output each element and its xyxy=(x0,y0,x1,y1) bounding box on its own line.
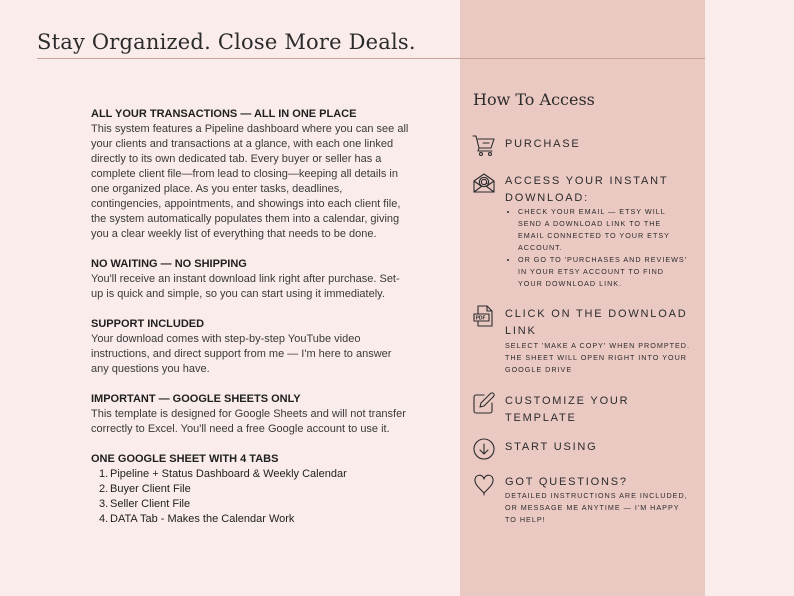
step-label: CLICK ON THE DOWNLOAD LINK xyxy=(505,308,688,337)
pdf-label: PDF xyxy=(475,315,486,322)
section-heading: NO WAITING — NO SHIPPING xyxy=(91,258,247,270)
section-body: This system features a Pipeline dashboard where you can see all your clients and transactions at a glance, with each one linked directly to its own dedicated tab. Every buyer or seller has a complete client file—from lead to closing—keeping all details in one organized place. As you enter tasks, deadlines, contingencies, appointments, and showings into each client file, the system automatically populates them into a calendar, giving you a clear weekly list of everything that needs to be done. xyxy=(91,123,409,240)
list-item: 4. DATA Tab - Makes the Calendar Work xyxy=(99,513,295,525)
list-item: 2. Buyer Client File xyxy=(99,483,191,495)
section-heading: ONE GOOGLE SHEET WITH 4 TABS xyxy=(91,453,279,465)
section-google-sheets xyxy=(91,392,411,437)
section-transactions xyxy=(91,107,411,242)
section-no-waiting xyxy=(91,257,411,302)
step-label: START USING xyxy=(505,441,598,453)
title-divider xyxy=(37,58,705,59)
list-item: • OR GO TO 'PURCHASES AND REVIEWS' IN YOUR ETSY ACCOUNT TO FIND YOUR DOWNLOAD LINK. xyxy=(518,254,690,290)
list-item: • CHECK YOUR EMAIL — ETSY WILL SEND A DOWNLOAD LINK TO THE EMAIL CONNECTED TO YOUR ETSY ACCOUNT. xyxy=(518,206,690,254)
shopping-cart-icon xyxy=(472,134,496,158)
access-title: How To Access xyxy=(473,90,595,109)
list-item: 3. Seller Client File xyxy=(99,498,191,510)
arrow-down-circle-icon xyxy=(472,437,496,461)
tabs-list xyxy=(91,467,411,527)
step-label: CUSTOMIZE YOUR TEMPLATE xyxy=(505,395,630,424)
step-label: ACCESS YOUR INSTANT DOWNLOAD: xyxy=(505,175,669,204)
edit-icon xyxy=(472,391,496,415)
section-body: Your download comes with step-by-step YouTube video instructions, and direct support from me — I'm here to answer any questions you have. xyxy=(91,333,392,375)
step-description: DETAILED INSTRUCTIONS ARE INCLUDED, OR MESSAGE ME ANYTIME — I'M HAPPY TO HELP! xyxy=(505,491,688,524)
section-heading: IMPORTANT — GOOGLE SHEETS ONLY xyxy=(91,393,301,405)
pdf-file-icon xyxy=(472,304,496,328)
section-heading: ALL YOUR TRANSACTIONS — ALL IN ONE PLACE xyxy=(91,108,357,120)
section-tabs xyxy=(91,452,411,527)
step-label: PURCHASE xyxy=(505,138,581,150)
section-support xyxy=(91,317,411,377)
step-label: GOT QUESTIONS? xyxy=(505,476,628,488)
features-column xyxy=(91,107,411,542)
download-instructions xyxy=(505,206,690,290)
step-description: SELECT 'MAKE A COPY' WHEN PROMPTED. THE SHEET WILL OPEN RIGHT INTO YOUR GOOGLE DRIVE xyxy=(505,341,690,374)
section-body: This template is designed for Google Sheets and will not transfer correctly to Excel. You'll need a free Google account to use it. xyxy=(91,408,406,435)
page-title: Stay Organized. Close More Deals. xyxy=(37,30,416,54)
list-item: 1. Pipeline + Status Dashboard & Weekly Calendar xyxy=(99,468,347,480)
section-heading: SUPPORT INCLUDED xyxy=(91,318,205,330)
envelope-icon xyxy=(472,171,496,195)
section-body: You'll receive an instant download link right after purchase. Set-up is quick and simple, so you can start using it immediately. xyxy=(91,273,400,300)
heart-icon xyxy=(472,472,496,496)
